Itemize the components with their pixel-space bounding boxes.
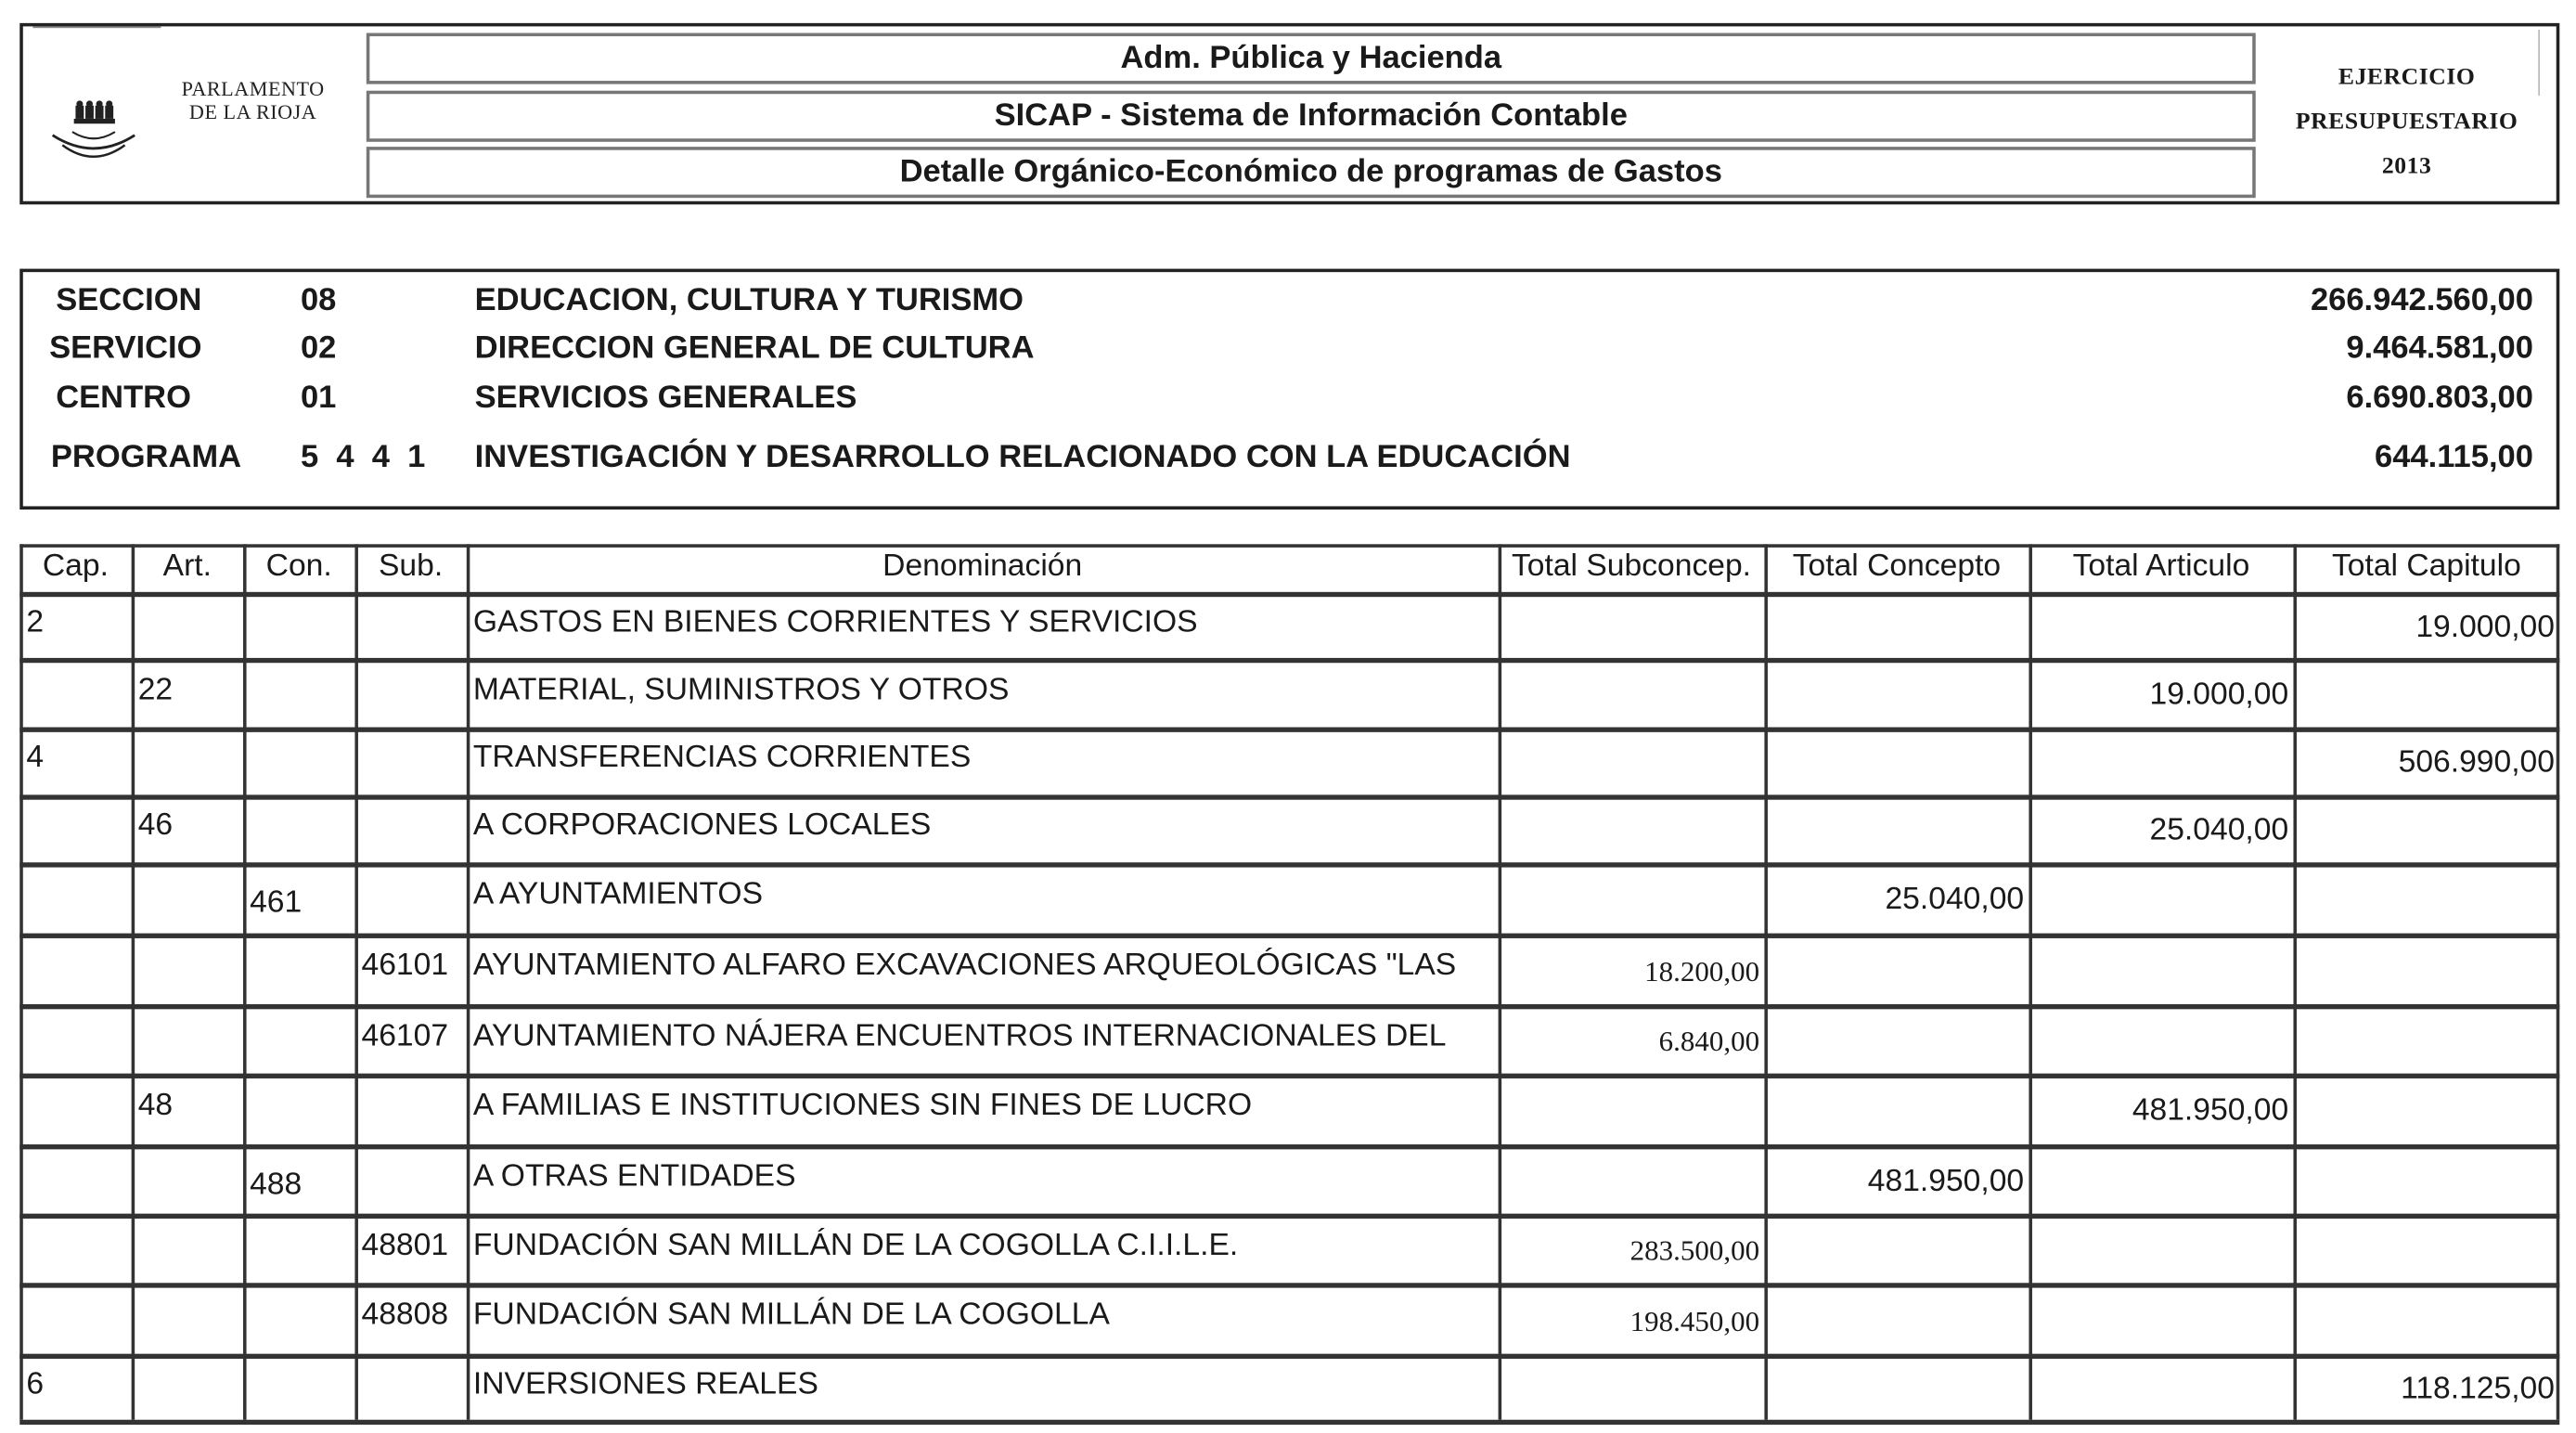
column-rule: [467, 544, 470, 1419]
table-cell-cap: 6: [26, 1366, 45, 1402]
header-title-department: Adm. Pública y Hacienda: [367, 33, 2256, 84]
centro-code: 01: [300, 379, 337, 416]
table-cell-den: TRANSFERENCIAS CORRIENTES: [472, 740, 972, 776]
header-art: Art.: [162, 549, 212, 584]
row-rule: [19, 1420, 2559, 1425]
header-total-concepto: Total Concepto: [1792, 549, 2002, 584]
header-cap: Cap.: [42, 549, 109, 584]
seccion-code: 08: [300, 281, 337, 318]
column-rule: [19, 544, 23, 1419]
table-cell-tcap: 506.990,00: [2398, 745, 2555, 781]
table-cell-art: 46: [137, 807, 174, 843]
institution-line-1: PARLAMENTO: [181, 77, 325, 101]
table-cell-cap: 2: [26, 605, 45, 640]
header-total-capitulo: Total Capitulo: [2331, 549, 2521, 584]
centro-name: SERVICIOS GENERALES: [474, 379, 857, 416]
table-cell-tsub: 283.500,00: [1629, 1233, 1760, 1267]
table-cell-tart: 25.040,00: [2149, 812, 2289, 848]
column-rule: [243, 544, 247, 1419]
programa-name: INVESTIGACIÓN Y DESARROLLO RELACIONADO CON LA EDUCACIÓN: [474, 438, 1571, 475]
table-cell-den: A OTRAS ENTIDADES: [472, 1159, 796, 1194]
table-cell-con: 488: [250, 1167, 303, 1203]
column-rule: [1764, 544, 1768, 1419]
table-cell-sub: 48801: [361, 1228, 449, 1263]
servicio-label: SERVICIO: [49, 329, 202, 367]
header-con: Con.: [265, 549, 332, 584]
table-cell-con: 461: [250, 885, 303, 921]
header-total-articulo: Total Articulo: [2072, 549, 2250, 584]
column-rule: [354, 544, 358, 1419]
table-cell-tart: 19.000,00: [2149, 678, 2289, 713]
seccion-name: EDUCACION, CULTURA Y TURISMO: [474, 281, 1024, 318]
table-cell-sub: 46101: [361, 948, 449, 983]
table-cell-den: AYUNTAMIENTO ALFARO EXCAVACIONES ARQUEOLÓGICAS "LAS: [472, 948, 1457, 983]
table-cell-den: FUNDACIÓN SAN MILLÁN DE LA COGOLLA C.I.I.L.E.: [472, 1228, 1239, 1263]
table-cell-tcap: 118.125,00: [2401, 1372, 2555, 1407]
ejercicio-label: EJERCICIO: [2338, 64, 2476, 91]
programa-label: PROGRAMA: [50, 438, 242, 475]
presupuestario-label: PRESUPUESTARIO: [2295, 109, 2518, 136]
programa-amount: 644.115,00: [2375, 438, 2533, 475]
fiscal-year: 2013: [2381, 153, 2432, 180]
column-rule: [2293, 544, 2297, 1419]
header-title-report: Detalle Orgánico-Económico de programas de Gastos: [367, 147, 2256, 198]
table-cell-tcon: 25.040,00: [1885, 882, 2025, 917]
header-denominacion: Denominación: [882, 549, 1083, 584]
institution-line-2: DE LA RIOJA: [188, 100, 317, 124]
table-cell-den: A CORPORACIONES LOCALES: [472, 807, 932, 843]
programa-code: 5 4 4 1: [300, 438, 426, 475]
table-cell-den: FUNDACIÓN SAN MILLÁN DE LA COGOLLA: [472, 1297, 1110, 1333]
parliament-crest-icon: [49, 96, 138, 168]
header-title-system: SICAP - Sistema de Información Contable: [367, 91, 2256, 142]
institution-name: [168, 78, 339, 124]
table-cell-sub: 46107: [361, 1019, 449, 1054]
seccion-label: SECCION: [56, 281, 202, 318]
table-cell-art: 48: [137, 1088, 174, 1123]
servicio-code: 02: [300, 329, 337, 367]
seccion-amount: 266.942.560,00: [2310, 281, 2533, 318]
program-summary: [19, 269, 2559, 510]
header-sub: Sub.: [378, 549, 444, 584]
table-cell-tcon: 481.950,00: [1867, 1164, 2025, 1199]
table-cell-den: A AYUNTAMIENTOS: [472, 877, 764, 912]
table-cell-sub: 48808: [361, 1297, 449, 1333]
table-cell-tsub: 198.450,00: [1629, 1304, 1760, 1337]
table-cell-tcap: 19.000,00: [2415, 610, 2555, 645]
table-cell-tsub: 18.200,00: [1644, 954, 1760, 988]
column-rule: [132, 544, 135, 1419]
table-cell-den: A FAMILIAS E INSTITUCIONES SIN FINES DE LUCRO: [472, 1088, 1253, 1123]
table-cell-den: MATERIAL, SUMINISTROS Y OTROS: [472, 672, 1010, 708]
centro-amount: 6.690.803,00: [2346, 379, 2533, 416]
header-total-subconcepto: Total Subconcep.: [1511, 549, 1752, 584]
column-rule: [2557, 544, 2560, 1419]
budget-detail-table: [19, 544, 2559, 1419]
header-rule: [32, 26, 161, 28]
centro-label: CENTRO: [56, 379, 191, 416]
table-cell-tsub: 6.840,00: [1658, 1024, 1760, 1057]
table-cell-den: AYUNTAMIENTO NÁJERA ENCUENTROS INTERNACIONALES DEL: [472, 1019, 1447, 1054]
fiscal-year-block: [2267, 56, 2546, 189]
table-cell-art: 22: [137, 672, 174, 708]
table-cell-den: INVERSIONES REALES: [472, 1366, 818, 1402]
servicio-name: DIRECCION GENERAL DE CULTURA: [474, 329, 1035, 367]
table-cell-tart: 481.950,00: [2132, 1092, 2289, 1129]
servicio-amount: 9.464.581,00: [2346, 329, 2533, 367]
table-cell-cap: 4: [26, 740, 45, 776]
table-cell-den: GASTOS EN BIENES CORRIENTES Y SERVICIOS: [472, 605, 1198, 640]
